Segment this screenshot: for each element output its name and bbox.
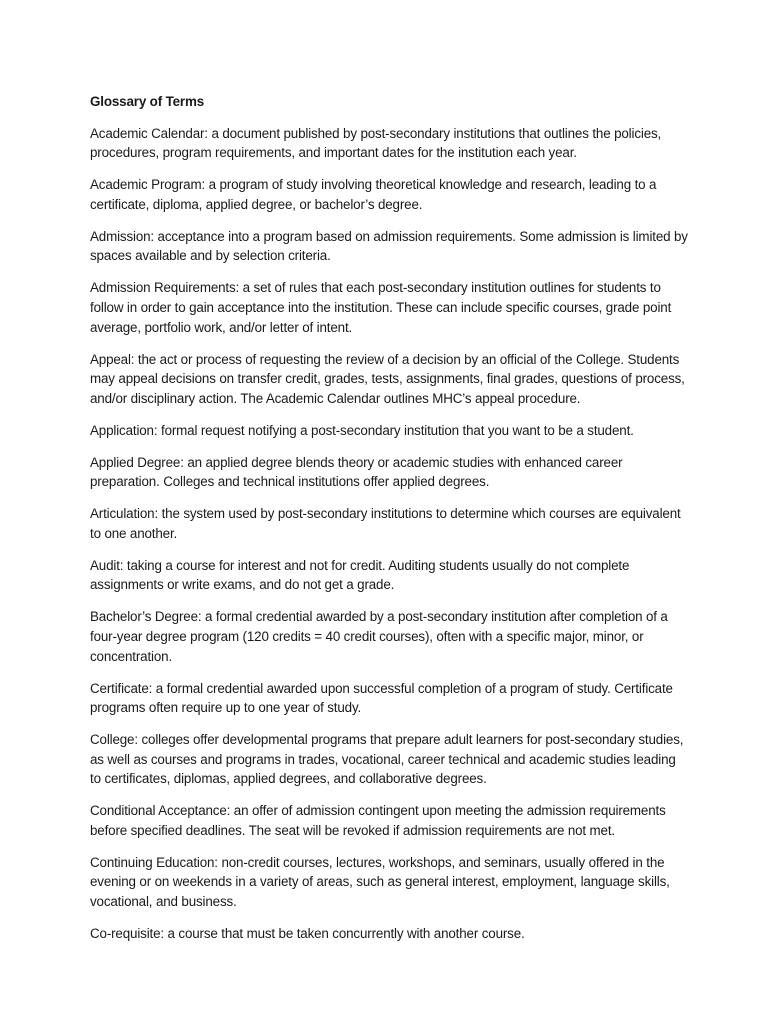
page-title: Glossary of Terms — [90, 94, 205, 109]
glossary-entry: Academic Calendar: a document published by post-secondary institutions that outlines the policies, procedures, program requirements, and important dates for the institution each year. — [90, 125, 662, 161]
glossary-entry: Conditional Acceptance: an offer of admission contingent upon meeting the admission requirements before specified deadlines. The seat will be revoked if admission requirements are not met. — [90, 803, 666, 838]
glossary-entry: Co-requisite: a course that must be taken concurrently with another course. — [90, 926, 525, 942]
glossary-entry: Continuing Education: non-credit courses, lectures, workshops, and seminars, usually offered in the evening or on weekends in a variety of areas, such as general interest, employment, language skills, vocational, and business. — [90, 854, 670, 910]
glossary-entry: Admission Requirements: a set of rules that each post-secondary institution outlines for students to follow in order to gain acceptance into the institution. These can include specific courses, grade point average, portfolio work, and/or letter of intent. — [90, 280, 672, 335]
glossary-entry: Academic Program: a program of study involving theoretical knowledge and research, leading to a certificate, diploma, applied degree, or bachelor’s degree. — [90, 177, 657, 212]
glossary-entry: Appeal: the act or process of requesting the review of a decision by an official of the College. Students may appeal decisions on transfer credit, grades, tests, assignments, final grades, questions of process, and/or disciplinary action. The Academic Calendar outlines MHC’s appeal procedure. — [90, 351, 685, 406]
glossary-entry: College: colleges offer developmental programs that prepare adult learners for post-secondary studies, as well as courses and programs in trades, vocational, career technical and academic studies leading to certificates, diplomas, applied degrees, and collaborative degrees. — [90, 732, 684, 787]
glossary-entry: Applied Degree: an applied degree blends theory or academic studies with enhanced career preparation. Colleges and technical institutions offer applied degrees. — [90, 454, 623, 490]
glossary-entry: Admission: acceptance into a program based on admission requirements. Some admission is limited by spaces available and by selection criteria. — [90, 228, 688, 264]
glossary-entry: Articulation: the system used by post-secondary institutions to determine which courses are equivalent to one another. — [90, 506, 681, 541]
glossary-content — [90, 92, 690, 956]
glossary-entry: Bachelor’s Degree: a formal credential awarded by a post-secondary institution after completion of a four-year degree program (120 credits = 40 credit courses), often with a specific major, minor, or concentration. — [90, 609, 668, 664]
glossary-entry: Certificate: a formal credential awarded upon successful completion of a program of study. Certificate programs often require up to one year of study. — [90, 680, 673, 716]
glossary-entry: Audit: taking a course for interest and not for credit. Auditing students usually do not complete assignments or write exams, and do not get a grade. — [90, 557, 630, 593]
glossary-entry: Application: formal request notifying a post-secondary institution that you want to be a student. — [90, 422, 634, 438]
